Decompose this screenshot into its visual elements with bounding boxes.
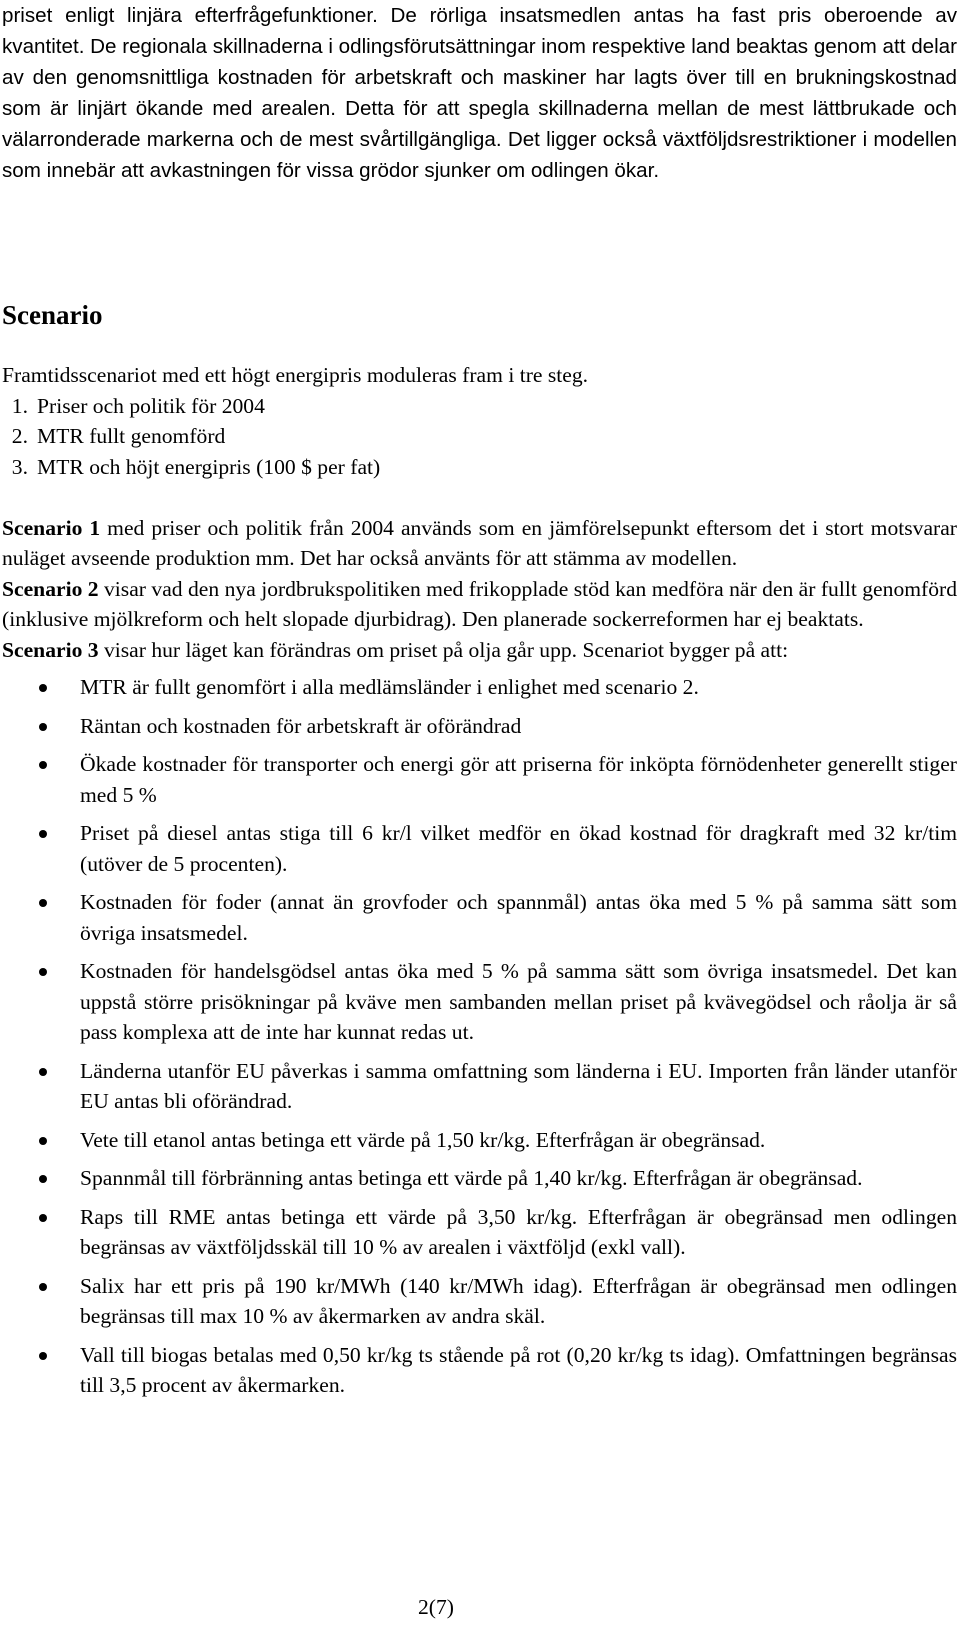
step-text: Priser och politik för 2004 [37, 393, 265, 418]
intro-paragraph: priset enligt linjära efterfrågefunktioner. De rörliga insatsmedlen antas ha fast pris oberoende av kvantitet. De regionala skillnaderna i odlingsförutsättningar inom respektive land beaktas genom att delar av den genomsnittliga kostnaden för arbetskraft och maskiner har lagts över till en brukningskostnad som är linjärt ökande med arealen. Detta för att spegla skillnaderna mellan de mest lättbrukade och välarronderade markerna och de mest svårtillgängliga. Det ligger också växtföljdsrestriktioner i modellen som innebär att avkastningen för vissa grödor sjunker om odlingen ökar. [2, 4, 957, 182]
assumption-item: MTR är fullt genomfört i alla medlämsländer i enlighet med scenario 2. [2, 672, 957, 703]
section-lead: Framtidsscenariot med ett högt energipris moduleras fram i tre steg. [2, 363, 589, 387]
scenario-3-text: visar hur läget kan förändras om priset på olja går upp. Scenariot bygger på att: [98, 637, 789, 662]
bullet-icon [39, 968, 47, 976]
step-number: 3. [11, 454, 28, 479]
assumption-item: Länderna utanför EU påverkas i samma omfattning som länderna i EU. Importen från länder utanför EU antas bli oförändrad. [2, 1056, 957, 1117]
step-item [2, 421, 957, 452]
bullet-icon [39, 1175, 47, 1183]
step-text: MTR och höjt energipris (100 $ per fat) [37, 454, 381, 479]
steps-list [2, 391, 957, 483]
assumption-item: Räntan och kostnaden för arbetskraft är oförändrad [2, 711, 957, 742]
assumption-item: Vete till etanol antas betinga ett värde på 1,50 kr/kg. Efterfrågan är obegränsad. [2, 1125, 957, 1156]
bullet-icon [39, 1137, 47, 1145]
assumption-item: Spannmål till förbränning antas betinga ett värde på 1,40 kr/kg. Efterfrågan är obegränsad. [2, 1163, 957, 1194]
bullet-icon [39, 1352, 47, 1360]
bullet-icon [39, 1068, 47, 1076]
scenario-3-paragraph [2, 635, 957, 666]
scenario-2-text: visar vad den nya jordbrukspolitiken med frikopplade stöd kan medföra när den är fullt genomförd (inklusive mjölkreform och helt slopade djurbidrag). Den planerade sockerreformen har ej beaktats. [2, 576, 958, 631]
step-number: 1. [11, 393, 28, 418]
bullet-icon [39, 1283, 47, 1291]
step-item [2, 391, 957, 422]
step-text: MTR fullt genomförd [37, 424, 226, 448]
assumption-item: Kostnaden för foder (annat än grovfoder och spannmål) antas öka med 5 % på samma sätt som övriga insatsmedel. [2, 887, 957, 948]
step-number: 2. [11, 424, 28, 448]
bullet-icon [39, 1214, 47, 1222]
bullet-icon [39, 723, 47, 731]
assumption-item: Raps till RME antas betinga ett värde på 3,50 kr/kg. Efterfrågan är obegränsad men odlingen begränsas av växtföljdsskäl till 10 % av arealen i växtföljd (exkl vall). [2, 1202, 957, 1263]
scenario-2-paragraph [2, 574, 957, 635]
assumptions-list [2, 672, 957, 1401]
assumption-item: Kostnaden för handelsgödsel antas öka med 5 % på samma sätt som övriga insatsmedel. Det kan uppstå större prisökningar på kväve men sambanden mellan priset på kvävegödsel och råolja är så pass komplexa att de inte har kunnat redas ut. [2, 956, 957, 1048]
section-body [2, 360, 957, 1409]
bullet-icon [39, 830, 47, 838]
scenario-1-text: med priser och politik från 2004 används som en jämförelsepunkt eftersom det i stort motsvarar nuläget avseende produktion mm. Det har också använts för att stämma av modellen. [2, 515, 957, 570]
scenario-3-label: Scenario 3 [2, 637, 99, 662]
scenario-1-paragraph [2, 513, 957, 574]
scenario-2-label: Scenario 2 [2, 576, 99, 601]
bullet-icon [39, 761, 47, 769]
step-item [2, 452, 957, 483]
page-number: 2(7) [418, 1595, 454, 1619]
assumption-item: Ökade kostnader för transporter och energi gör att priserna för inköpta förnödenheter generellt stiger med 5 % [2, 749, 957, 810]
assumption-item: Salix har ett pris på 190 kr/MWh (140 kr/MWh idag). Efterfrågan är obegränsad men odlingen begränsas till max 10 % av åkermarken av andra skäl. [2, 1271, 957, 1332]
assumption-item: Vall till biogas betalas med 0,50 kr/kg ts stående på rot (0,20 kr/kg ts idag). Omfattningen begränsas till 3,5 procent av åkermarken. [2, 1340, 957, 1401]
paragraph-spacer [2, 482, 957, 513]
scenario-1-label: Scenario 1 [2, 515, 101, 540]
bullet-icon [39, 684, 47, 692]
bullet-icon [39, 899, 47, 907]
assumption-item: Priset på diesel antas stiga till 6 kr/l vilket medför en ökad kostnad för dragkraft med 32 kr/tim (utöver de 5 procenten). [2, 818, 957, 879]
section-heading: Scenario [2, 300, 103, 330]
